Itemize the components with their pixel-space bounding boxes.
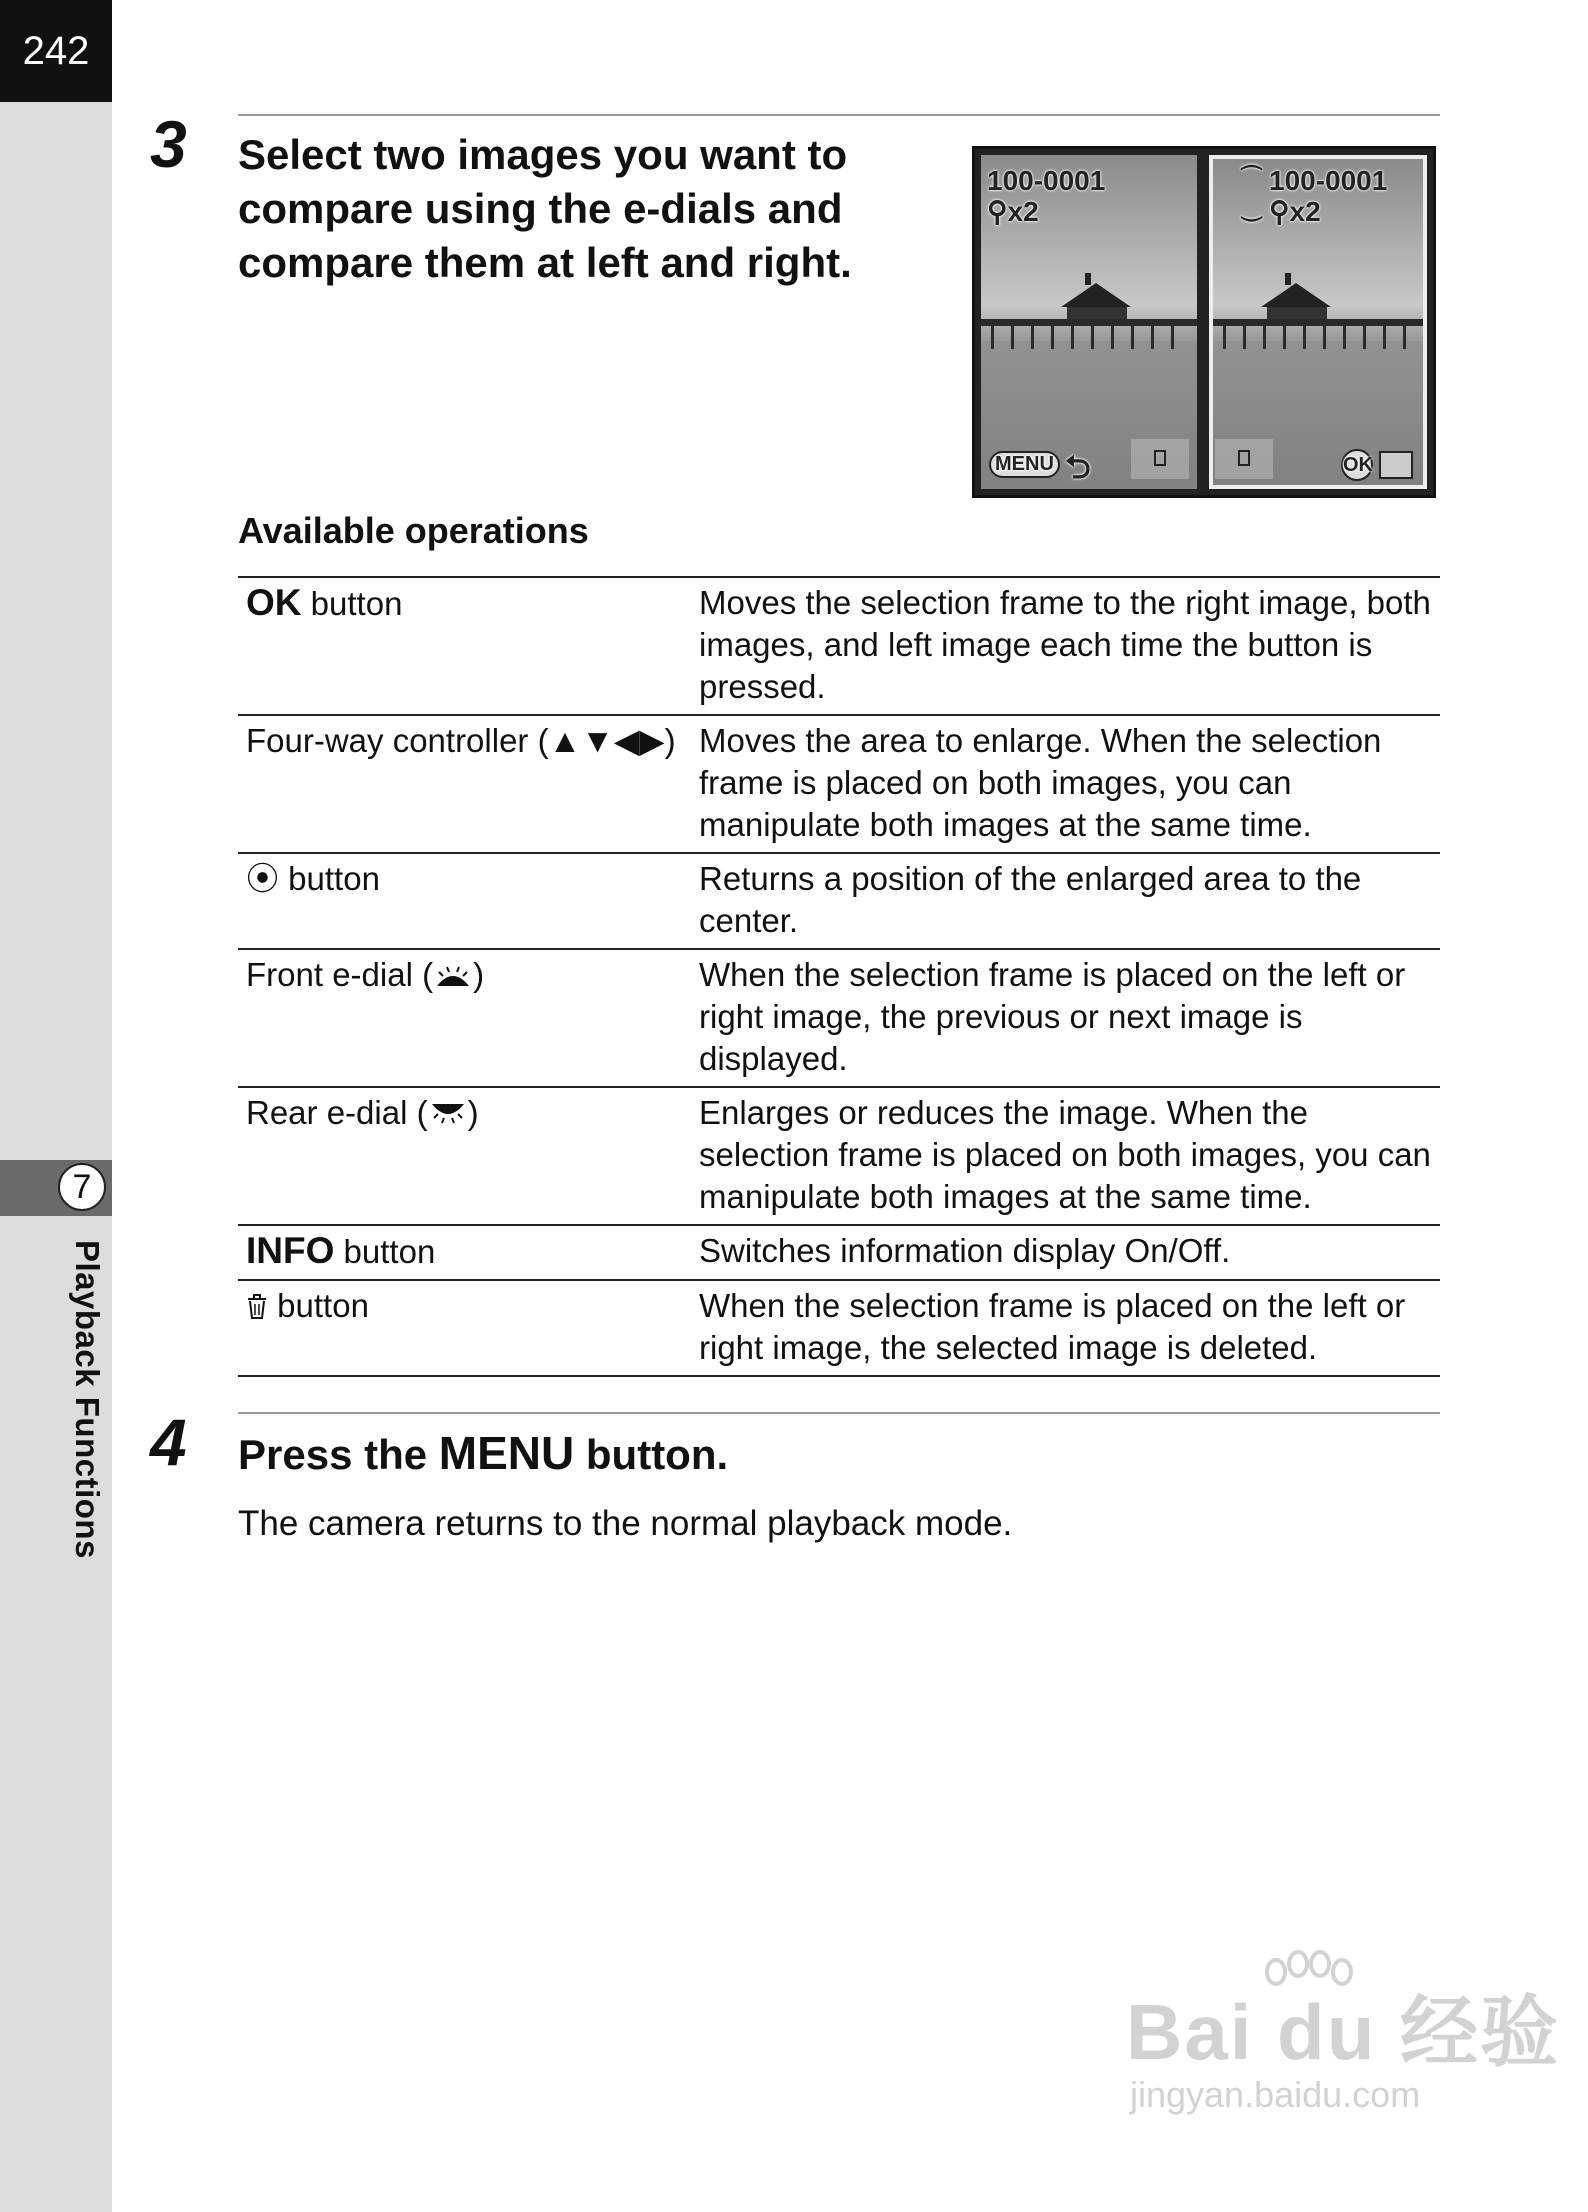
operation-desc: When the selection frame is placed on the left or right image, the selected image is deleted. [691,1280,1440,1376]
camera-compare-screen [972,146,1436,498]
return-arrow-icon: ⮌ [1065,449,1091,485]
right-zoom-label: x2 [1289,196,1321,227]
right-image-pane-selected [1209,155,1427,489]
operation-key: button [238,1280,691,1376]
watermark-url: jingyan.baidu.com [1130,2074,1421,2115]
operation-desc: When the selection frame is placed on the left or right image, the previous or next image is displayed. [691,949,1440,1087]
operation-desc: Moves the area to enlarge. When the selection frame is placed on both images, you can manipulate both images at the same time. [691,715,1440,853]
sidebar [0,0,112,2212]
step4-heading: Press the MENU button. [238,1427,729,1479]
operation-key: INFO button [238,1225,691,1280]
baidu-watermark [1126,1970,1561,2115]
rear-e-dial-icon [428,1102,468,1126]
menu-button-icon: MENU [989,451,1060,478]
operation-key: OK button [238,577,691,715]
table-row [238,1087,1440,1225]
right-file-number: 100-0001 [1269,165,1388,196]
operation-key: ⦿ button [238,853,691,949]
ok-key: OK [246,582,302,623]
operation-key: Four-way controller (▲▼◀▶) [238,715,691,853]
ok-button-icon: OK [1341,449,1373,481]
table-row [238,949,1440,1087]
watermark-text: Bai du 经验 [1126,1988,1561,2076]
left-zoom-label: x2 [1007,196,1039,227]
operation-key: Front e-dial ( ) [238,949,691,1087]
paw-logo-icon [1246,1950,1366,2010]
available-operations-title: Available operations [238,510,589,551]
front-e-dial-icon [433,964,473,988]
table-row [238,853,1440,949]
operation-desc: Enlarges or reduces the image. When the selection frame is placed on both images, you can manipulate both images at the same time. [691,1087,1440,1225]
magnify-icon: ⚲ [1269,196,1290,227]
compare-mode-icon [1379,451,1413,479]
table-row [238,1280,1440,1376]
right-zoom [1269,195,1321,228]
menu-key: MENU [438,1427,575,1479]
operation-key: Rear e-dial ( ) [238,1087,691,1225]
info-key: INFO [246,1230,335,1271]
step3-heading-line: compare them at left and right. [238,239,852,286]
operation-desc: Switches information display On/Off. [691,1225,1440,1280]
table-row [238,1225,1440,1280]
table-row [238,715,1440,853]
operation-desc: Returns a position of the enlarged area to the center. [691,853,1440,949]
step3-heading-line: compare using the e-dials and [238,185,843,232]
step4-body: The camera returns to the normal playback mode. [238,1504,1013,1543]
page-number: 242 [0,0,112,102]
step4-number: 4 [150,1405,187,1479]
step3-heading-line: Select two images you want to [238,131,848,178]
chapter-number: 7 [58,1163,106,1211]
magnify-icon: ⚲ [987,196,1008,227]
left-image-pane [981,155,1197,489]
step3-number: 3 [150,107,187,181]
trash-icon [246,1294,268,1320]
chapter-title: Playback Functions [69,1240,106,1559]
operation-desc: Moves the selection frame to the right image, both images, and left image each time the button is pressed. [691,577,1440,715]
table-row [238,577,1440,715]
step3-heading [238,128,852,290]
left-file-number: 100-0001 [987,165,1106,196]
step4-rule [238,1412,1440,1414]
step3-rule [238,114,1440,116]
front-dial-icon: ⏜ [1241,165,1263,190]
left-zoom [987,195,1039,228]
operations-table [238,576,1440,1377]
rear-dial-icon: ⏝ [1241,195,1263,220]
